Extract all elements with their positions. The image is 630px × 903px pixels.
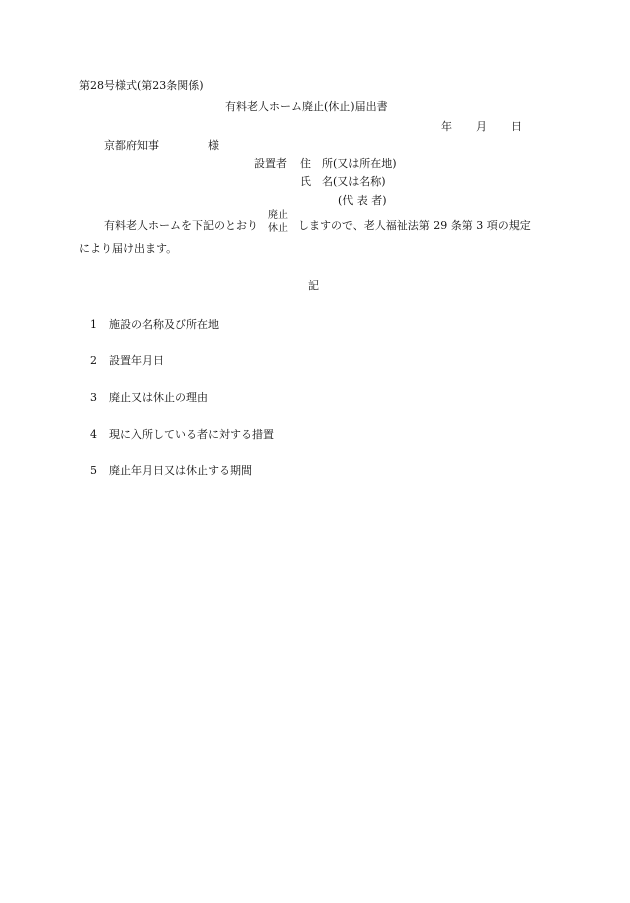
item-text: 設置年月日 (109, 354, 164, 367)
ki-heading: 記 (308, 279, 319, 292)
item-text: 現に入所している者に対する措置 (109, 428, 274, 441)
filer-name-label: 氏 名(又は名称) (300, 175, 386, 188)
item-text: 廃止又は休止の理由 (109, 391, 208, 404)
item-number: 4 (90, 428, 97, 441)
statement-option-stack (268, 209, 288, 235)
filer-address-label: 住 所(又は所在地) (300, 157, 397, 170)
statement-before: 有料老人ホームを下記のとおり (104, 219, 258, 232)
statement-option-suspend: 休止 (268, 223, 288, 234)
date-year: 年 (441, 120, 452, 133)
filer-label: 設置者 (254, 157, 287, 170)
addressee-name: 京都府知事 (104, 139, 159, 152)
document-title: 有料老人ホーム廃止(休止)届出書 (225, 100, 388, 113)
item-text: 施設の名称及び所在地 (109, 318, 219, 331)
statement-option-abolish: 廃止 (268, 210, 288, 221)
statement-after: しますので、老人福祉法第 29 条第 3 項の規定 (298, 219, 531, 232)
item-text: 廃止年月日又は休止する期間 (109, 464, 252, 477)
item-number: 1 (90, 318, 97, 331)
addressee-honorific: 様 (208, 139, 219, 152)
date-day: 日 (511, 120, 522, 133)
statement-line2: により届け出ます。 (79, 242, 178, 255)
item-number: 2 (90, 354, 97, 367)
item-number: 3 (90, 391, 97, 404)
item-number: 5 (90, 464, 97, 477)
date-month: 月 (476, 120, 487, 133)
form-number: 第28号様式(第23条関係) (79, 79, 204, 92)
filer-representative-label: (代 表 者) (338, 194, 387, 207)
